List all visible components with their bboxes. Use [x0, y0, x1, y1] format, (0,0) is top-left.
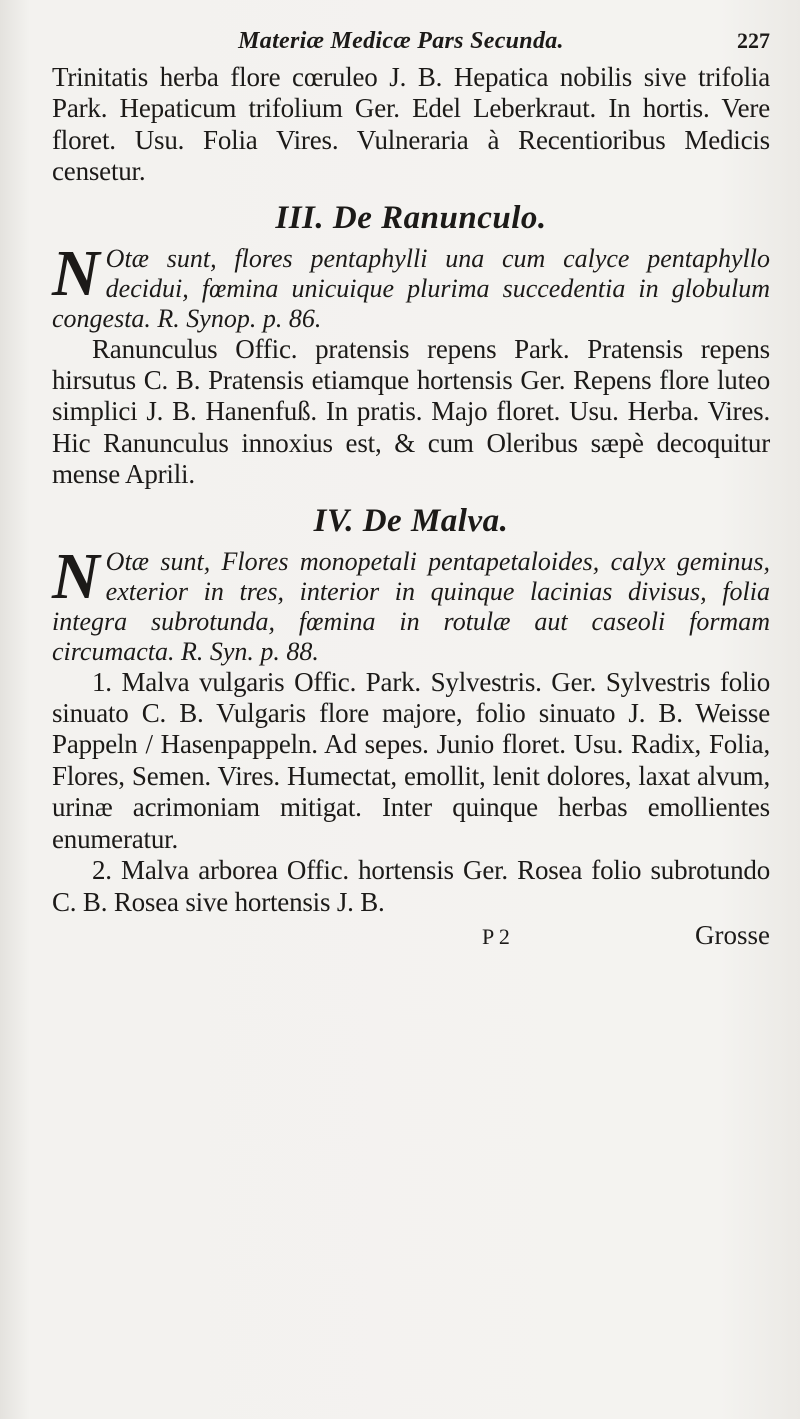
- section-heading-ranunculus: III. De Ranunculo.: [275, 199, 547, 236]
- drop-initial: N: [52, 539, 100, 613]
- running-head: Materiæ Medicæ Pars Secunda.: [238, 28, 564, 54]
- drop-initial: N: [52, 236, 100, 310]
- notae-malva: [52, 539, 770, 667]
- notae-ranunculus: [52, 236, 770, 334]
- page-header: [52, 28, 770, 62]
- intro-paragraph: Trinitatis herba flore cœruleo J. B. Hepatica nobilis sive trifolia Park. Hepaticum trifolium Ger. Edel Leberkraut. In hortis. Vere floret. Usu. Folia Vires. Vulneraria à Recentioribus Medicis censetur.: [52, 62, 770, 187]
- malva-item-2: 2. Malva arborea Offic. hortensis Ger. Rosea folio subrotundo C. B. Rosea sive hortensis J. B.: [52, 855, 770, 917]
- catchword: Grosse: [695, 919, 770, 950]
- signature-mark: P 2: [482, 923, 510, 949]
- notae-text: Otæ sunt, flores pentaphylli una cum calyce pentaphyllo decidui, fœmina unicuique plurima succedentia in globulum congesta. R. Synop. p. 86.: [52, 243, 770, 333]
- page-number: 227: [737, 28, 770, 53]
- malva-item-1: 1. Malva vulgaris Offic. Park. Sylvestris. Ger. Sylvestris folio sinuato C. B. Vulgaris flore majore, folio sinuato J. B. Weisse Pappeln / Hasenpappeln. Ad sepes. Junio floret. Usu. Radix, Folia, Flores, Semen. Vires. Humectat, emollit, lenit dolores, laxat alvum, urinæ acrimoniam mitigat. Inter quinque herbas emollientes enumeratur.: [52, 666, 770, 854]
- page-footer: [52, 920, 770, 951]
- notae-text: Otæ sunt, Flores monopetali pentapetaloides, calyx geminus, exterior in tres, interior in quinque lacinias divisus, folia integra subrotunda, fœmina in rotulæ aut caseoli formam circumacta. R. Syn. p. 88.: [52, 546, 770, 666]
- section-heading-malva: IV. De Malva.: [313, 502, 509, 539]
- ranunculus-body: Ranunculus Offic. pratensis repens Park. Pratensis repens hirsutus C. B. Pratensis etiamque hortensis Ger. Repens flore luteo simplici J. B. Hanenfuß. In pratis. Majo floret. Usu. Herba. Vires. Hic Ranunculus innoxius est, & cum Oleribus sæpè decoquitur mense Aprili.: [52, 333, 770, 490]
